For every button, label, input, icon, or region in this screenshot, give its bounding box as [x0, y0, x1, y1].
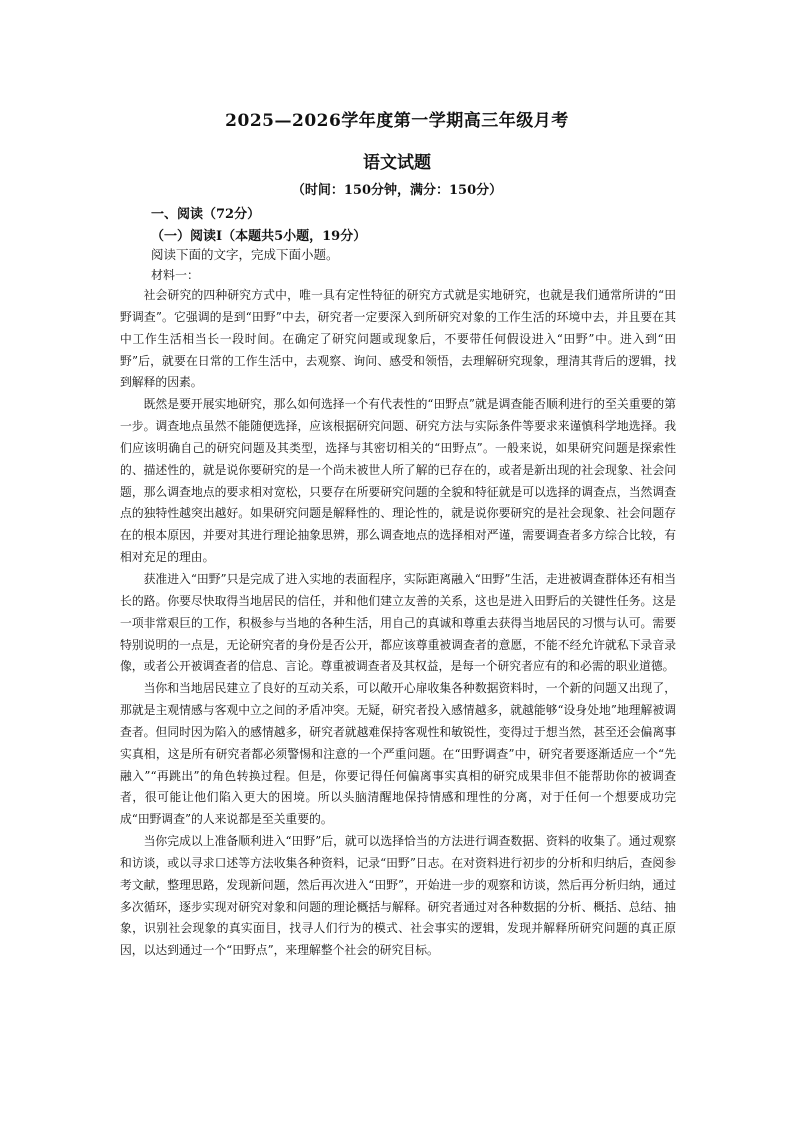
reading-instruction: 阅读下面的文字，完成下面小题。	[151, 247, 339, 262]
section-sub-heading: （一）阅读Ⅰ（本题共5小题，19分）	[151, 229, 367, 244]
passage-body	[120, 285, 676, 962]
passage-paragraph: 当你完成以上准备顺利进入“田野”后，就可以选择恰当的方法进行调查数据、资料的收集了。通过观察和访谈，或以寻求口述等方法收集各种资料，记录“田野”日志。在对资料进行初步的分析和归纳后，查阅参考文献，整理思路，发现新问题，然后再次进入“田野”，开始进一步的观察和访谈，然后再分析归纳，通过多次循环，逐步实现对研究对象和问题的理论概括与解释。研究者通过对各种数据的分析、概括、总结、抽象，识别社会现象的真实面目，找寻人们行为的模式、社会事实的逻辑，发现并解释所研究问题的真正原因，以达到通过一个“田野点”，来理解整个社会的研究目标。	[120, 834, 676, 958]
time-info: （时间：150分钟，满分：150分）	[291, 183, 503, 198]
section-heading: 一、阅读（72分）	[151, 207, 261, 222]
passage-paragraph: 当你和当地居民建立了良好的互动关系，可以敞开心扉收集各种数据资料时，一个新的问题又出现了，那就是主观情感与客观中立之间的矛盾冲突。无疑，研究者投入感情越多，就越能够“设身处地”地理解被调查者。但同时因为陷入的感情越多，研究者就越难保持客观性和敏锐性，变得过于想当然，甚至还会偏离事实真相，这是所有研究者都必须警惕和注意的一个严重问题。在“田野调查”中，研究者要逐渐适应一个“先融入”“再跳出”的角色转换过程。但是，你要记得任何偏离事实真相的研究成果非但不能帮助你的被调查者，很可能让他们陷入更大的困境。所以头脑清醒地保持情感和理性的分离，对于任何一个想要成功完成“田野调查”的人来说都是至关重要的。	[120, 681, 676, 827]
material-label: 材料一：	[151, 268, 200, 282]
exam-title: 2025—2026学年度第一学期高三年级月考	[225, 111, 569, 131]
passage-paragraph: 获准进入“田野”只是完成了进入实地的表面程序，实际距离融入“田野”生活，走进被调查群体还有相当长的路。你要尽快取得当地居民的信任，并和他们建立友善的关系，这也是进入田野后的关键性任务。这是一项非常艰巨的工作，积极参与当地的各种生活，用自己的真诚和尊重去获得当地居民的习惯与认可。需要特别说明的一点是，无论研究者的身份是否公开，都应该尊重被调查者的意愿，不能不经允许就私下录音录像，或者公开被调查者的信息、言论。尊重被调查者及其权益，是每一个研究者应有的和必需的职业道德。	[120, 571, 676, 674]
passage-paragraph: 既然是要开展实地研究，那么如何选择一个有代表性的“田野点”就是调查能否顺利进行的至关重要的第一步。调查地点虽然不能随便选择，应该根据研究问题、研究方法与实际条件等要求来谨慎科学地选择。我们应该明确自己的研究问题及其类型，选择与其密切相关的“田野点”。一般来说，如果研究问题是探索性的、描述性的，就是说你要研究的是一个尚未被世人所了解的已存在的，或者是新出现的社会现象、社会问题，那么调查地点的要求相对宽松，只要存在所要研究问题的全貌和特征就是可以选择的调查点，当然调查点的独特性越突出越好。如果研究问题是解释性的、理论性的，就是说你要研究的是社会现象、社会问题存在的根本原因，并要对其进行理论抽象思辨，那么调查地点的选择相对严谨，需要调查者多方综合比较，有相对充足的理由。	[120, 397, 676, 565]
passage-paragraph: 社会研究的四种研究方式中，唯一具有定性特征的研究方式就是实地研究，也就是我们通常所讲的“田野调查”。它强调的是到“田野”中去，研究者一定要深入到所研究对象的工作生活的环境中去，并且要在其中工作生活相当长一段时间。在确定了研究问题或现象后，不要带任何假设进入“田野”中。进入到“田野”后，就要在日常的工作生活中，去观察、询问、感受和领悟，去理解研究现象，理清其背后的逻辑，找到解释的因素。	[120, 288, 676, 390]
exam-subject: 语文试题	[363, 153, 431, 173]
